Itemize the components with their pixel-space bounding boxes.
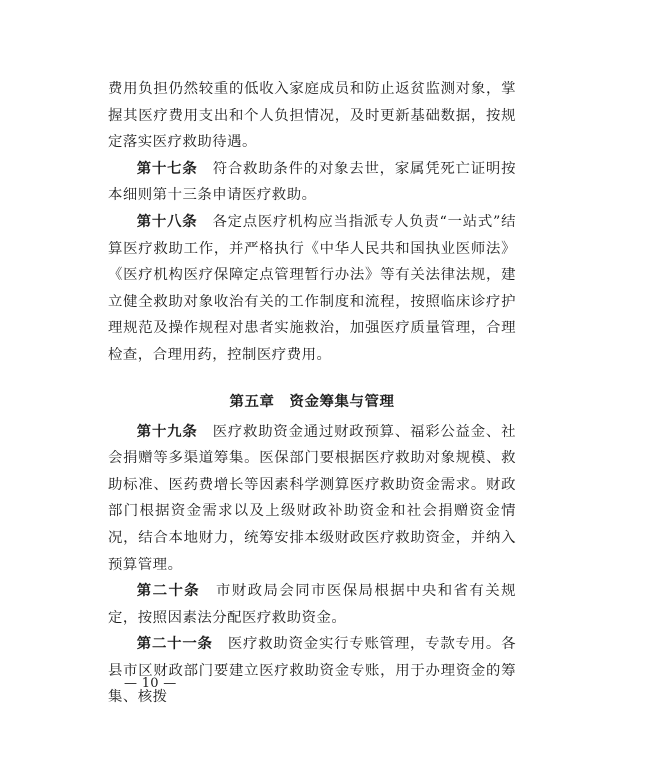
article-text: 各定点医疗机构应当指派专人负责“一站式”结算医疗救助工作，并严格执行《中华人民共和国执业医师法》《医疗机构医疗保障定点管理暂行办法》等有关法律法规，建立健全救助对象收治有关的工作制度和流程，按照临床诊疗护理规范及操作规程对患者实施救治，加强医疗质量管理，合理检查，合理用药，控制医疗费用。 — [108, 213, 516, 363]
article-title: 第十九条 — [136, 422, 198, 440]
article-19 — [108, 419, 516, 579]
article-text: 符合救助条件的对象去世，家属凭死亡证明按本细则第十三条申请医疗救助。 — [108, 160, 516, 204]
article-title: 第二十一条 — [136, 635, 213, 653]
paragraph-continued — [108, 76, 516, 156]
article-17 — [108, 156, 516, 209]
article-title: 第二十条 — [136, 582, 201, 600]
article-text: 市财政局会同市医保局根据中央和省有关规定，按照因素法分配医疗救助资金。 — [108, 583, 516, 626]
article-21 — [108, 631, 516, 711]
article-20 — [108, 578, 516, 631]
article-title: 第十七条 — [136, 159, 198, 177]
page-number: — 10 — — [124, 676, 177, 691]
article-title: 第十八条 — [136, 212, 198, 230]
page-body — [108, 76, 516, 711]
article-text: 医疗救助资金通过财政预算、福彩公益金、社会捐赠等多渠道筹集。医保部门要根据医疗救助对象规模、救助标准、医药费增长等因素科学测算医疗救助资金需求。财政部门根据资金需求以及上级财政补助资金和社会捐赠资金情况，结合本地财力，统筹安排本级财政医疗救助资金，并纳入预算管理。 — [108, 423, 516, 573]
article-text: 医疗救助资金实行专账管理，专款专用。各县市区财政部门要建立医疗救助资金专账，用于办理资金的筹集、核拨 — [108, 636, 516, 706]
article-18 — [108, 209, 516, 369]
paragraph-text: 费用负担仍然较重的低收入家庭成员和防止返贫监测对象，掌握其医疗费用支出和个人负担情况，及时更新基础数据，按规定落实医疗救助待遇。 — [108, 81, 516, 151]
chapter-heading: 第五章 资金筹集与管理 — [229, 392, 395, 410]
